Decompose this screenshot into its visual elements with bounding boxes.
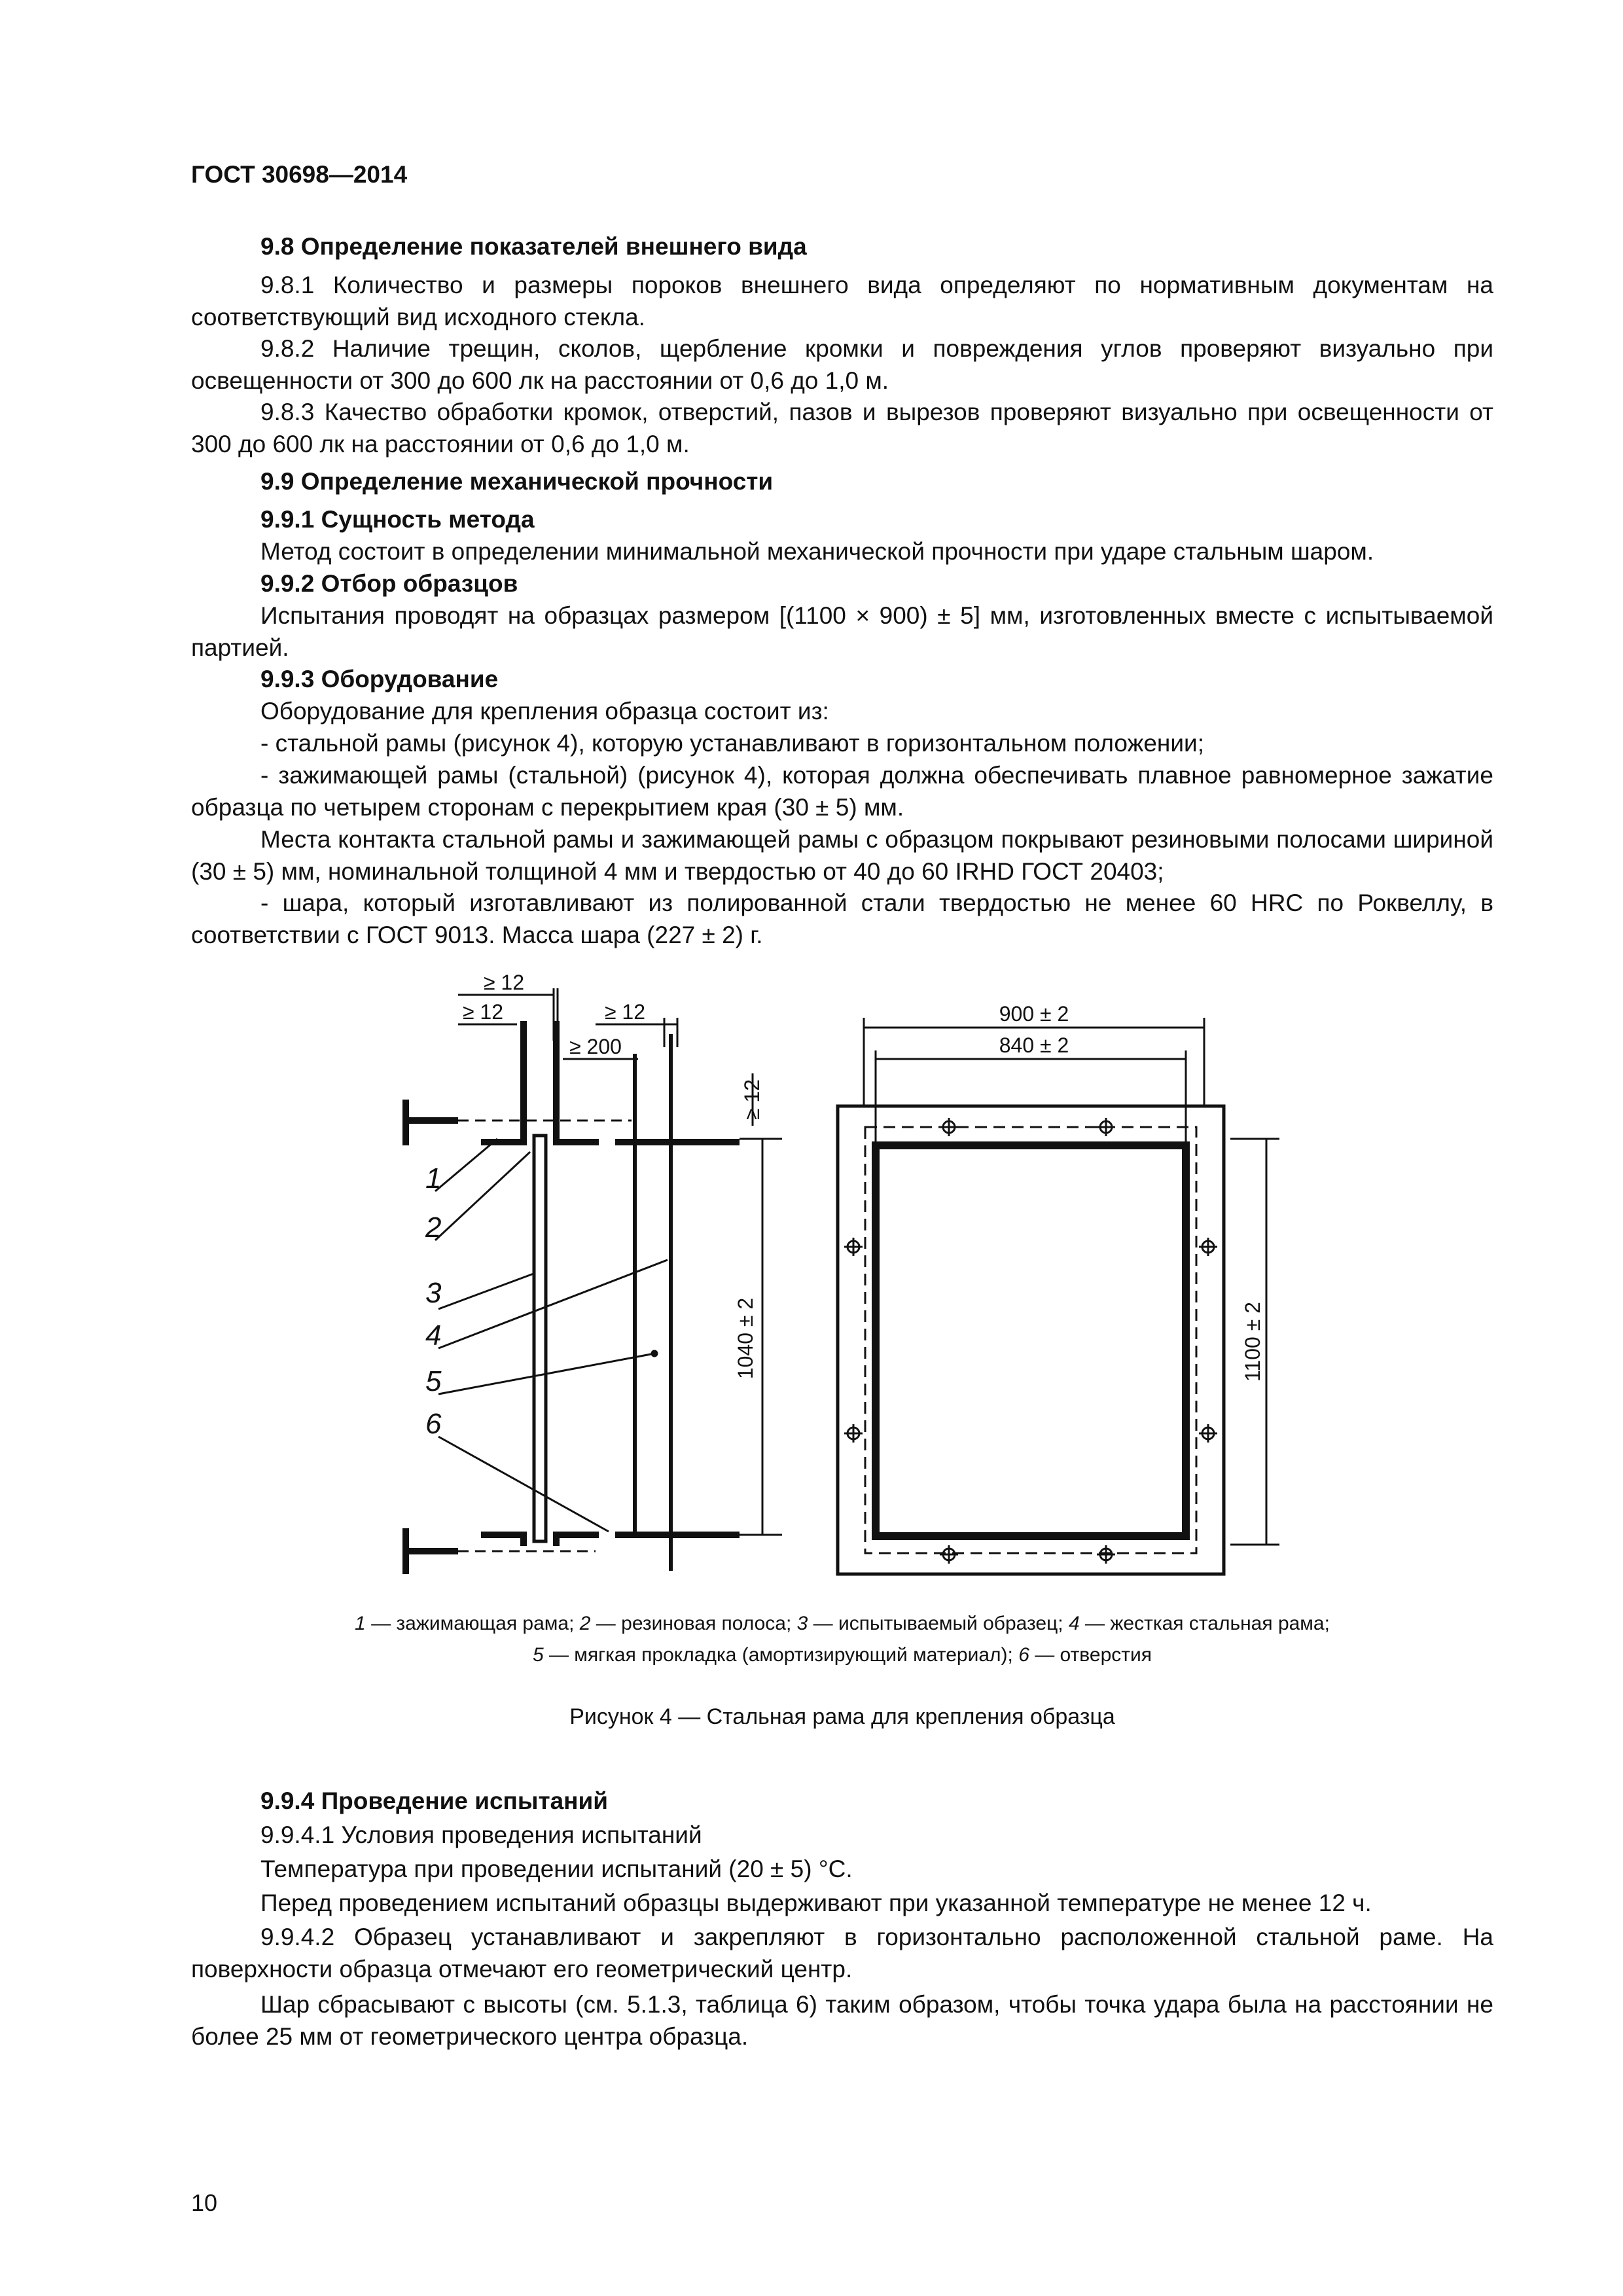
callout-2: 2	[425, 1211, 442, 1244]
dim-label-200: ≥ 200	[569, 1035, 622, 1058]
section-9-9-2-title: 9.9.2 Отбор образцов	[260, 570, 518, 597]
callout-numbers	[425, 1162, 442, 1440]
paragraph-9-9-2: Испытания проводят на образцах размером [(1100 × 900) ± 5] мм, изготовленных вместе с испытываемой партией.	[191, 602, 1493, 661]
dim-label-1040: 1040 ± 2	[734, 1297, 757, 1380]
legend-text-2: — резиновая полоса;	[590, 1613, 797, 1634]
dim-label-840: 840 ± 2	[999, 1033, 1069, 1057]
section-9-9-title: 9.9 Определение механической прочности	[260, 468, 774, 495]
figure-legend-line-1	[191, 1609, 1493, 1639]
legend-text-6: — отверстия	[1029, 1644, 1152, 1666]
paragraph-9-8-2: 9.8.2 Наличие трещин, сколов, щербление кромки и повреждения углов проверяют визуально при освещенности от 300 до 600 лк на расстоянии от 0,6 до 1,0 м.	[191, 335, 1493, 394]
outer-frame	[838, 1106, 1224, 1574]
paragraph-9-9-3-intro: Оборудование для крепления образца состоит из:	[260, 698, 829, 725]
clamping-frame-bottom	[481, 1535, 524, 1546]
clamping-frame-outline	[865, 1127, 1196, 1553]
legend-num-5: 5	[532, 1644, 544, 1666]
legend-num-1: 1	[355, 1613, 366, 1634]
figure-legend-line-2	[191, 1640, 1493, 1670]
dim-label-left-12: ≥ 12	[462, 1000, 504, 1024]
dimension-labels-left	[463, 971, 764, 1379]
callout-6: 6	[425, 1408, 442, 1440]
legend-num-6: 6	[1018, 1644, 1029, 1666]
legend-num-4: 4	[1068, 1613, 1080, 1634]
inner-opening	[876, 1145, 1186, 1536]
dim-label-900: 900 ± 2	[999, 1002, 1069, 1026]
paragraph-9-8-3: 9.8.3 Качество обработки кромок, отверстий, пазов и вырезов проверяют визуально при освещенности от 300 до 600 лк на расстоянии от 0,6 до 1,0 м.	[191, 399, 1493, 457]
callout-4: 4	[425, 1319, 442, 1352]
figure-caption: Рисунок 4 — Стальная рама для крепления образца	[569, 1704, 1115, 1729]
section-9-9-3-title: 9.9.3 Оборудование	[260, 666, 499, 692]
dim-label-1100: 1100 ± 2	[1241, 1302, 1264, 1382]
section-view	[406, 988, 782, 1574]
section-9-9-1-title: 9.9.1 Сущность метода	[260, 506, 535, 533]
section-9-9-4-1-title: 9.9.4.1 Условия проведения испытаний	[260, 1821, 702, 1848]
section-9-9-4-title: 9.9.4 Проведение испытаний	[260, 1787, 609, 1814]
paragraph-9-9-4-2: 9.9.4.2 Образец устанавливают и закрепляют в горизонтально расположенной стальной раме. На поверхности образца отмечают его геометрический центр.	[191, 1924, 1493, 1982]
legend-num-2: 2	[579, 1613, 591, 1634]
paragraph-temperature: Температура при проведении испытаний (20 ± 5) °С.	[260, 1856, 853, 1882]
page-number: 10	[191, 2189, 218, 2216]
paragraph-9-9-3-ball: - шара, который изготавливают из полированной стали твердостью не менее 60 HRC по Роквеллу, в соответствии с ГОСТ 9013. Масса шара (227 ± 2) г.	[191, 889, 1493, 948]
paragraph-9-9-3-rubber: Места контакта стальной рамы и зажимающей рамы с образцом покрывают резиновыми полосами шириной (30 ± 5) мм, номинальной толщиной 4 мм и твердостью от 40 до 60 IRHD ГОСТ 20403;	[191, 826, 1493, 885]
figure-4-drawing	[0, 969, 1623, 1604]
legend-text-1: — зажимающая рама;	[365, 1613, 580, 1634]
legend-text-3: — испытываемый образец;	[808, 1613, 1069, 1634]
legend-text-5: — мягкая прокладка (амортизирующий материал);	[543, 1644, 1019, 1666]
paragraph-ball-drop: Шар сбрасывают с высоты (см. 5.1.3, таблица 6) таким образом, чтобы точка удара была на расстоянии не более 25 мм от геометрического центра образца.	[191, 1991, 1493, 2050]
plan-view	[838, 1018, 1279, 1574]
paragraph-9-9-3-item1: - стальной рамы (рисунок 4), которую устанавливают в горизонтальном положении;	[260, 730, 1204, 757]
section-9-8-title: 9.8 Определение показателей внешнего вида	[260, 233, 807, 260]
paragraph-9-8-1: 9.8.1 Количество и размеры пороков внешнего вида определяют по нормативным документам на соответствующий вид исходного стекла.	[191, 272, 1493, 331]
fixing-holes	[844, 1118, 1217, 1564]
callout-3: 3	[425, 1277, 442, 1309]
dim-label-right-12: ≥ 12	[604, 1000, 646, 1024]
document-header: ГОСТ 30698—2014	[191, 161, 408, 188]
paragraph-9-9-3-item2: - зажимающей рамы (стальной) (рисунок 4), которая должна обеспечивать плавное равномерное зажатие образца по четырем сторонам с перекрытием края (30 ± 5) мм.	[191, 762, 1493, 821]
dim-label-gap-top: ≥ 12	[483, 971, 525, 994]
callout-1: 1	[425, 1162, 442, 1194]
dim-label-vertical-12: ≥ 12	[740, 1079, 764, 1121]
paragraph-9-9-1: Метод состоит в определении минимальной механической прочности при ударе стальным шаром.	[260, 538, 1374, 565]
paragraph-holding: Перед проведением испытаний образцы выдерживают при указанной температуре не менее 12 ч.	[260, 1890, 1372, 1916]
callout-5: 5	[425, 1365, 442, 1397]
test-specimen	[534, 1136, 546, 1541]
legend-num-3: 3	[796, 1613, 808, 1634]
clamping-frame-top	[481, 1021, 524, 1142]
legend-text-4: — жесткая стальная рама;	[1079, 1613, 1330, 1634]
